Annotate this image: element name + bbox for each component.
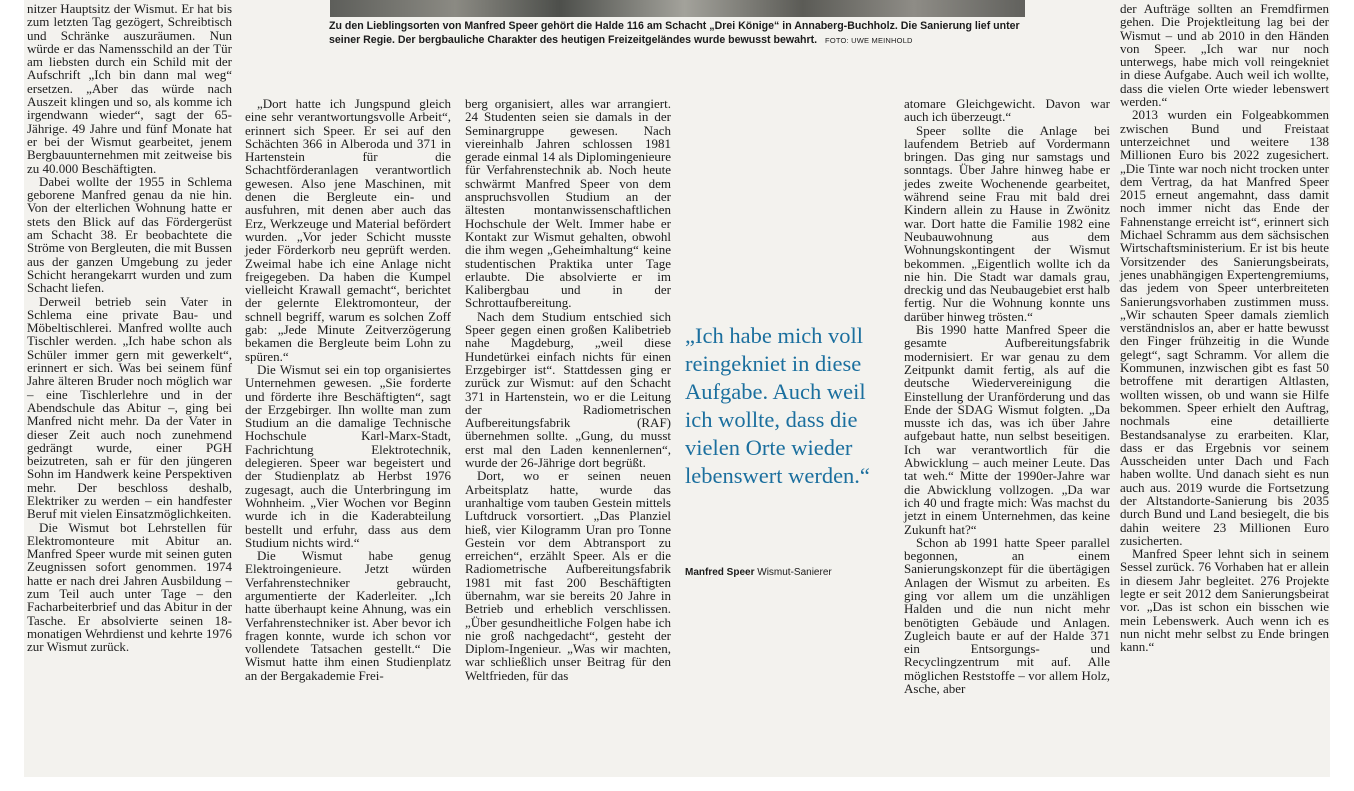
caption-text: Zu den Lieblingsorten von Manfred Speer gehört die Halde 116 am Schacht „Drei Könige“ in Annaberg-Buchholz. Die Sanierung lief unter seiner Regie. Der bergbauliche Charakter des heutigen Freizeitgeländes wurde bewusst bewahrt.	[329, 20, 1020, 47]
paragraph: Manfred Speer lehnt sich in seinem Sessel zurück. 76 Vorhaben hat er allein in diesem Jahr begleitet. 276 Projekte legte er seit 2012 dem Sanierungsbeirat vor. „Das ist schon ein bisschen wie mein Lebenswerk. Auch wenn ich es nun nicht mehr selbst zu Ende bringen kann.“	[1120, 546, 1329, 655]
pull-quote-source	[685, 567, 832, 578]
photo-credit: FOTO: UWE MEINHOLD	[825, 36, 913, 46]
paragraph: Dabei wollte der 1955 in Schlema geborene Manfred genau da nie hin. Von der elterlichen Wohnung hatte er stets den Blick auf das Fördergerüst am Schacht 38. Er beobachtete die Ströme von Bergleuten, die mit Bussen aus der ganzen Umgebung zu jeder Schicht herangekarrt wurden und zum Schacht liefen.	[27, 173, 232, 296]
quote-author: Manfred Speer	[685, 567, 755, 578]
paragraph: Derweil betrieb sein Vater in Schlema eine private Bau- und Möbeltischlerei. Manfred wollte auch Tischler werden. „Ich habe schon als Schüler immer gern mit gewerkelt“, erinnert er sich. Was bei seinem fünf Jahre älteren Bruder noch möglich war – eine Tischlerlehre und in der Abendschule das Abitur –, ging bei Manfred nicht mehr. Da der Vater in dieser Zeit auch noch zunehmend gedrängt wurde, einer PGH beizutreten, sah er für den jüngeren Sohn im Handwerk keine Perspektiven mehr. Der beschloss deshalb, Elektriker zu werden – ein handfester Beruf mit vielen Einsatzmöglichkeiten.	[27, 293, 232, 522]
article-column-2	[245, 97, 451, 682]
paragraph: nitzer Hauptsitz der Wismut. Er hat bis zum letzten Tag gezögert, Schreibtisch und Schränke auszuräumen. Nun würde er das Namensschild an der Tür am liebsten durch ein Schild mit der Aufschrift „Ich bin dann mal weg“ ersetzen. „Aber das würde nach Auszeit klingen und so, als komme ich irgendwann wieder“, sagt der 65-Jährige. 49 Jahre und fünf Monate hat er bei der Wismut gearbeitet, jenem Bergbauunternehmen mit zeitweise bis zu 40.000 Beschäftigten.	[27, 1, 232, 176]
article-column-1	[27, 2, 232, 654]
article-photo	[330, 0, 1025, 17]
article-column-3	[465, 97, 671, 682]
paragraph: Speer sollte die Anlage bei laufendem Betrieb auf Vordermann bringen. Das ging nur samstags und sonntags. Über Jahre hinweg habe er jedes zweite Wochenende gearbeitet, während seine Frau mit bald drei Kindern allein zu Hause in Zwönitz war. Dort hatte die Familie 1982 eine Neubauwohnung aus dem Wohnungskontingent der Wismut bekommen. „Eigentlich wollte ich da nie hin. Die Stadt war damals grau, dreckig und das Neubaugebiet erst halb fertig. Nur die Wohnung konnte uns darüber hinweg trösten.“	[904, 122, 1110, 324]
paragraph: Nach dem Studium entschied sich Speer gegen einen großen Kalibetrieb nahe Magdeburg, „weil diese Hundetürkei einfach nichts für einen Erzgebirger ist“. Stattdessen ging er zurück zur Wismut: auf den Schacht 371 in Hartenstein, wo er die Leitung der Radiometrischen Aufbereitungsfabrik (RAF) übernehmen sollte. „Gung, du musst erst mal den Laden kennenlernen“, wurde der 26-Jährige dort begrüßt.	[465, 308, 671, 471]
article-column-4	[904, 97, 1110, 695]
paragraph: berg organisiert, alles war arrangiert. 24 Studenten seien sie damals in der Seminargruppe gewesen. Nach viereinhalb Jahren schlossen 1981 gerade einmal 14 als Diplomingenieure für Verfahrenstechnik ab. Noch heute schwärmt Manfred Speer von dem anspruchsvollen Studium an der ältesten montanwissenschaftlichen Hochschule der Welt. Immer habe er Kontakt zur Wismut gehalten, obwohl die ihm wegen „Geheimhaltung“ keine studentischen Praktika unter Tage erlaubte. Die absolvierte er im Kalibergbau und in der Schrottaufbereitung.	[465, 96, 671, 311]
paragraph: „Dort hatte ich Jungspund gleich eine sehr verantwortungsvolle Arbeit“, erinnert sich Speer. Er sei auf den Schächten 366 in Alberoda und 371 in Hartenstein für die Schachtförderanlagen verantwortlich gewesen. Also jene Maschinen, mit denen die Bergleute ein- und ausfuhren, mit denen aber auch das Erz, Werkzeuge und Material befördert wurden. „Vor jeder Schicht musste jeder Förderkorb neu geprüft werden. Zweimal habe ich eine Anlage nicht freigegeben. Da haben die Kumpel vielleicht Krawall gemacht“, berichtet der gelernte Elektromonteur, der schnell begriff, warum es solchen Zoff gab: „Jede Minute Zeitverzögerung bekamen die Bergleute beim Lohn zu spüren.“	[245, 96, 451, 364]
paragraph: Die Wismut habe genug Elektroingenieure. Jetzt würden Verfahrenstechniker gebraucht, argumentierte der Kaderleiter. „Ich hatte überhaupt keine Ahnung, was ein Verfahrenstechniker ist. Aber bevor ich fragen konnte, wurde ich schon vor vollendete Tatsachen gestellt.“ Die Wismut hatte ihm einen Studienplatz an der Bergakademie Frei-	[245, 548, 451, 683]
paragraph: Schon ab 1991 hatte Speer parallel begonnen, an einem Sanierungskonzept für die übertägigen Anlagen der Wismut zu arbeiten. Es ging vor allem um die unzähligen Halden und die nun nicht mehr benötigten Gebäude und Anlagen. Zugleich baute er auf der Halde 371 ein Entsorgungs- und Recyclingzentrum mit auf. Alle möglichen Reststoffe – vor allem Holz, Asche, aber	[904, 534, 1110, 697]
paragraph: Die Wismut bot Lehrstellen für Elektromonteure mit Abitur an. Manfred Speer wurde mit seinen guten Zeugnissen sofort genommen. 1974 hatte er nach drei Jahren Ausbildung – zum Teil auch unter Tage – den Facharbeiterbrief und das Abitur in der Tasche. Er absolvierte seinen 18-monatigen Wehrdienst und kehrte 1976 zur Wismut zurück.	[27, 519, 232, 655]
pull-quote: „Ich habe mich voll reingekniet in diese Aufgabe. Auch weil ich wollte, dass die vielen Orte wieder lebenswert werden.“	[685, 323, 870, 488]
photo-caption	[329, 19, 1029, 48]
paragraph: 2013 wurden ein Folgeabkommen zwischen Bund und Freistaat unterzeichnet und weitere 138 Millionen Euro bis 2022 zugesichert. „Die Tinte war noch nicht trocken unter dem Vertrag, da hat Manfred Speer 2015 erneut angemahnt, dass damit noch immer nicht das Ende der Fahnenstange erreicht ist“, erinnert sich Michael Schramm aus dem sächsischen Wirtschaftsministerium. Er ist bis heute Vorsitzender des Sanierungsbeirats, jenes unabhängigen Expertengremiums, das jedem von Speer unterbreiteten Sanierungsvorhaben zustimmen muss. „Wir schauten Speer damals ziemlich verständnislos an, aber er hatte bewusst den Finger frühzeitig in die Wunde gelegt“, sagt Schramm. Vor allem die Kommunen, inzwischen gibt es fast 50 betroffene mit derartigen Altlasten, wollten wissen, ob und wann sie Hilfe bekommen. Speer erhielt den Auftrag, nochmals eine detaillierte Bestandsanalyse zu erarbeiten. Klar, dass er das Ergebnis vor seinem Ausscheiden unter Dach und Fach haben wollte. Und danach sieht es nun auch aus. 2019 wurde die Fortsetzung der Altstandorte-Sanierung bis 2035 durch Bund und Land besiegelt, die bis dahin weitere 23 Millionen Euro zusicherten.	[1120, 107, 1329, 548]
paragraph: Bis 1990 hatte Manfred Speer die gesamte Aufbereitungsfabrik modernisiert. Er war genau zu dem Zeitpunkt damit fertig, als auf die deutsche Wiedervereinigung die Einstellung der Uranförderung und das Ende der SDAG Wismut folgten. „Da musste ich das, was ich über Jahre aufgebaut hatte, nun selbst beseitigen. Ich war verantwortlich für die Abwicklung – auch meiner Leute. Das tat weh.“ Mitte der 1990er-Jahre war die Abwicklung vollzogen. „Da war ich 40 und fragte mich: Was machst du jetzt in einem Unternehmen, das keine Zukunft hat?“	[904, 322, 1110, 537]
article-column-5	[1120, 2, 1329, 654]
paragraph: atomare Gleichgewicht. Davon war auch ich überzeugt.“	[904, 96, 1110, 125]
paragraph: Die Wismut sei ein top organisiertes Unternehmen gewesen. „Sie forderte und förderte ihre Beschäftigten“, sagt der Erzgebirger. Ihn wollte man zum Studium an die damalige Technische Hochschule Karl-Marx-Stadt, Fachrichtung Elektrotechnik, delegieren. Speer war begeistert und der Studienplatz ab Herbst 1976 zugesagt, auch die Unterbringung im Wohnheim. „Vier Wochen vor Beginn wurde ich in die Kaderabteilung bestellt und erfuhr, dass aus dem Studium nichts wird.“	[245, 361, 451, 550]
paragraph: Dort, wo er seinen neuen Arbeitsplatz hatte, wurde das uranhaltige vom tauben Gestein mittels Luftdruck vorsortiert. „Das Planziel hieß, vier Kilogramm Uran pro Tonne Gestein vor dem Abtransport zu erreichen“, erzählt Speer. Als er die Radiometrische Aufbereitungsfabrik 1981 mit fast 200 Beschäftigten übernahm, war sie bereits 20 Jahre in Betrieb und erheblich verschlissen. „Über gesundheitliche Folgen habe ich nie groß nachgedacht“, gesteht der Diplom-Ingenieur. „Was wir machten, war schließlich unser Beitrag für den Weltfrieden, für das	[465, 468, 671, 683]
paragraph: der Aufträge sollten an Fremdfirmen gehen. Die Projektleitung lag bei der Wismut – und ab 2010 in den Händen von Speer. „Ich war nur noch unterwegs, habe mich voll reingekniet in diese Aufgabe. Auch weil ich wollte, dass die vielen Orte wieder lebenswert werden.“	[1120, 1, 1329, 110]
quote-author-role: Wismut-Sanierer	[757, 567, 832, 578]
